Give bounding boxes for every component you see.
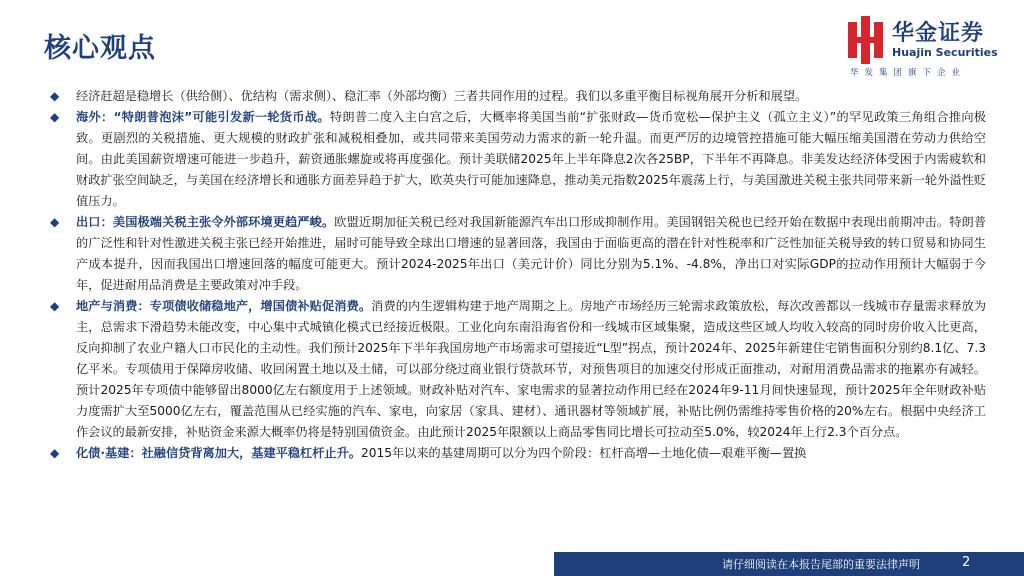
key-points-list: [46, 86, 986, 464]
bullet-item: [46, 212, 986, 296]
diamond-bullet-icon: ◆: [50, 215, 60, 229]
bullet-text: 消费的内生逻辑构建于地产周期之上。房地产市场经历三轮需求政策放松，每次改善都以一线城市存量需求释放为主，总需求下滑趋势未能改变，中心集中式城镇化模式已经接近极限。工业化向东南沿海省份和一线城市区域集聚，造成这些区域人均收入较高的同时房价收入比更高，反向抑制了农业户籍人口市民化的主动性。我们预计2025年下半年我国房地产市场需求可望接近“L型”拐点，预计2024年、2025年新建住宅销售面积分别约8.1亿、7.3亿平米。专项债用于保障房收储、收回闲置土地以及土储，可以部分绕过商业银行贷款环节，对预售项目的加速交付形成正面推动，对耐用消费品需求的拖累亦有减轻。预计2025年专项债中能够留出8000亿左右额度用于上述领域。财政补贴对汽车、家电需求的显著拉动作用已经在2024年9-11月间快速显现，预计2025年全年财政补贴力度需扩大至5000亿左右，覆盖范围从已经实施的汽车、家电，向家居（家具、建材）、通讯器材等领域扩展，补贴比例仍需维持零售价格的20%左右。根据中央经济工作会议的最新安排，补贴资金来源大概率仍将是特别国债资金。由此预计2025年限额以上商品零售同比增长可拉动至5.0%，较2024年上行2.3个百分点。: [76, 299, 986, 439]
bullet-item: [46, 296, 986, 443]
logo-tagline: 华发集团旗下企业: [850, 68, 967, 78]
page-footer: [0, 552, 1024, 576]
diamond-bullet-icon: ◆: [50, 89, 60, 103]
bullet-heading: 地产与消费：专项债收储稳地产，增国债补贴促消费。: [76, 299, 372, 313]
logo-english-name: Huajin Securities: [892, 46, 998, 59]
bullet-text: 欧盟近期加征关税已经对我国新能源汽车出口形成抑制作用。美国钢铝关税也已经开始在数据中表现出前期冲击。特朗普的广泛性和针对性激进关税主张已经开始推进，届时可能导致全球出口增速的显著回落，我国由于面临更高的潜在针对性税率和广泛性加征关税导致的转口贸易和协同生产成本提升，因而我国出口增速回落的幅度可能更大。预计2024-2025年出口（美元计价）同比分别为5.1%、-4.8%，净出口对实际GDP的拉动作用预计大幅弱于今年，促进耐用品消费是主要政策对冲手段。: [76, 215, 987, 292]
bullet-text: 特朗普二度入主白宫之后，大概率将美国当前“扩张财政—货币宽松—保护主义（孤立主义）”的罕见政策三角组合推向极致。更剧烈的关税措施、更大规模的财政扩张和减税相叠加，或共同带来美国劳动力需求的新一轮升温。而更严厉的边境管控措施可能大幅压缩美国潜在劳动力供给空间。由此美国薪资增速可能进一步趋升，薪资通胀螺旋或将再度强化。预计美联储2025年上半年降息2次各25BP，下半年不再降息。非美发达经济体受困于内需疲软和财政扩张空间缺乏，与美国在经济增长和通胀方面差异趋于扩大，欧英央行可能加速降息，推动美元指数2025年震荡上行，与美国激进关税主张共同带来新一轮外溢性贬值压力。: [76, 110, 986, 208]
diamond-bullet-icon: ◆: [50, 110, 60, 124]
bullet-heading: 出口：美国极端关税主张令外部环境更趋严峻。: [76, 215, 335, 229]
diamond-bullet-icon: ◆: [50, 299, 60, 313]
logo-chinese-name: 华金证券: [892, 21, 985, 46]
company-logo: [848, 14, 1008, 84]
page-number: 2: [962, 555, 971, 570]
page-title: 核心观点: [44, 33, 156, 64]
bullet-item: [46, 443, 986, 464]
diamond-bullet-icon: ◆: [50, 446, 60, 460]
bullet-heading: 海外：“特朗普泡沫”可能引发新一轮货币战。: [76, 110, 330, 124]
bullet-item: [46, 86, 986, 107]
bullet-item: [46, 107, 986, 212]
bullet-heading: 化债·基建：社融信贷背离加大，基建平稳杠杆止升。: [76, 446, 361, 460]
bullet-text: 经济赶超是稳增长（供给侧）、优结构（需求侧）、稳汇率（外部均衡）三者共同作用的过程。我们以多重平衡目标视角展开分析和展望。: [76, 89, 808, 103]
huajin-logo-icon: [848, 16, 886, 64]
bullet-text: 2015年以来的基建周期可以分为四个阶段：杠杆高增—土地化债—艰难平衡—置换: [360, 446, 807, 460]
legal-disclaimer-text: 请仔细阅读在本报告尾部的重要法律声明: [722, 558, 920, 571]
